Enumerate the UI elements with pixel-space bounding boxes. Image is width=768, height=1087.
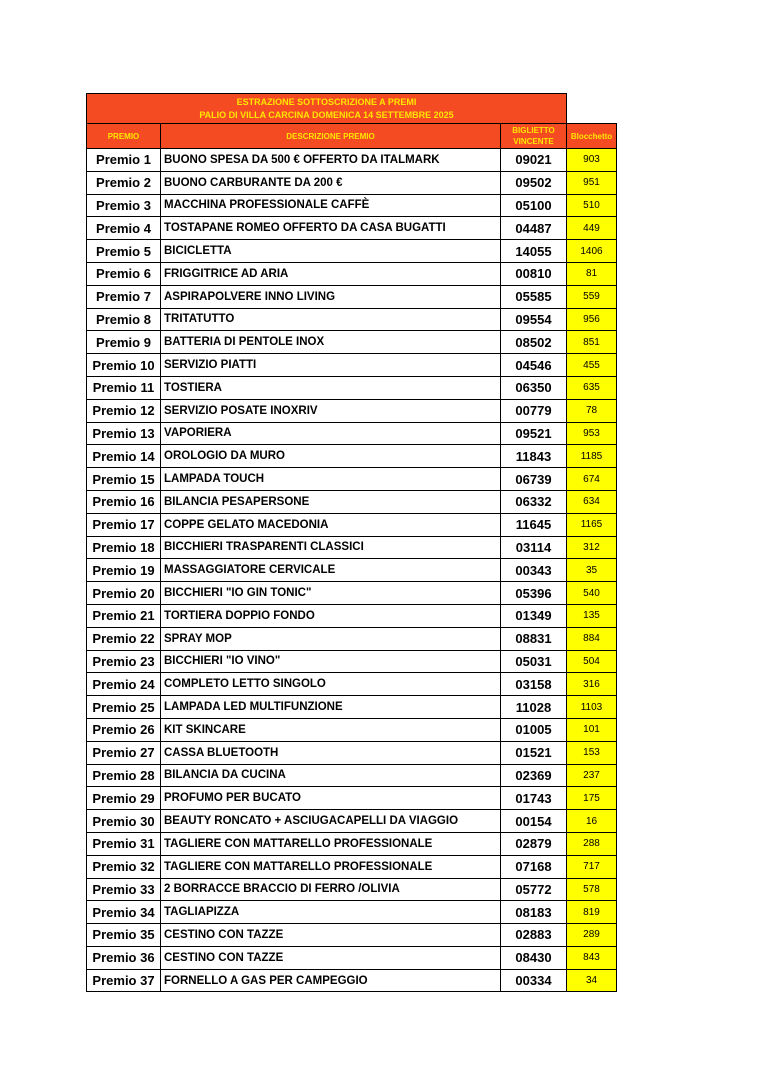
blocchetto-cell: 903 (567, 149, 617, 172)
biglietto-cell: 08831 (501, 627, 567, 650)
header-blocchetto: Blocchetto (567, 124, 617, 149)
table-row (87, 536, 617, 559)
descrizione-cell: BICCHIERI "IO VINO" (161, 650, 501, 673)
descrizione-cell: PROFUMO PER BUCATO (161, 787, 501, 810)
descrizione-cell: BATTERIA DI PENTOLE INOX (161, 331, 501, 354)
descrizione-cell: ASPIRAPOLVERE INNO LIVING (161, 285, 501, 308)
premio-cell: Premio 28 (87, 764, 161, 787)
biglietto-cell: 01521 (501, 741, 567, 764)
biglietto-cell: 11028 (501, 696, 567, 719)
descrizione-cell: MASSAGGIATORE CERVICALE (161, 559, 501, 582)
blocchetto-cell: 449 (567, 217, 617, 240)
table-row (87, 764, 617, 787)
descrizione-cell: BUONO SPESA DA 500 € OFFERTO DA ITALMARK (161, 149, 501, 172)
table-row (87, 878, 617, 901)
premio-cell: Premio 30 (87, 810, 161, 833)
header-biglietto (501, 124, 567, 149)
header-descrizione: DESCRIZIONE PREMIO (161, 124, 501, 149)
table-row (87, 946, 617, 969)
biglietto-cell: 02369 (501, 764, 567, 787)
blocchetto-cell: 951 (567, 171, 617, 194)
biglietto-cell: 14055 (501, 240, 567, 263)
biglietto-cell: 08502 (501, 331, 567, 354)
blocchetto-cell: 1103 (567, 696, 617, 719)
table-row (87, 718, 617, 741)
premio-cell: Premio 33 (87, 878, 161, 901)
descrizione-cell: BILANCIA PESAPERSONE (161, 490, 501, 513)
biglietto-cell: 05031 (501, 650, 567, 673)
descrizione-cell: TAGLIERE CON MATTARELLO PROFESSIONALE (161, 832, 501, 855)
table-row (87, 832, 617, 855)
premio-cell: Premio 17 (87, 513, 161, 536)
premio-cell: Premio 8 (87, 308, 161, 331)
premio-cell: Premio 21 (87, 604, 161, 627)
blocchetto-cell: 578 (567, 878, 617, 901)
premio-cell: Premio 32 (87, 855, 161, 878)
table-row (87, 285, 617, 308)
biglietto-cell: 06332 (501, 490, 567, 513)
column-header-row (87, 124, 617, 149)
blocchetto-cell: 843 (567, 946, 617, 969)
blocchetto-cell: 455 (567, 354, 617, 377)
blocchetto-cell: 312 (567, 536, 617, 559)
blocchetto-cell: 510 (567, 194, 617, 217)
table-row (87, 445, 617, 468)
descrizione-cell: BICCHIERI "IO GIN TONIC" (161, 582, 501, 605)
biglietto-cell: 07168 (501, 855, 567, 878)
table-row (87, 490, 617, 513)
descrizione-cell: TOSTIERA (161, 376, 501, 399)
biglietto-cell: 09521 (501, 422, 567, 445)
blocchetto-cell: 153 (567, 741, 617, 764)
table-title (87, 94, 567, 124)
descrizione-cell: BICCHIERI TRASPARENTI CLASSICI (161, 536, 501, 559)
table-row (87, 604, 617, 627)
biglietto-cell: 05772 (501, 878, 567, 901)
biglietto-cell: 03114 (501, 536, 567, 559)
premio-cell: Premio 16 (87, 490, 161, 513)
table-row (87, 924, 617, 947)
table-row (87, 901, 617, 924)
descrizione-cell: KIT SKINCARE (161, 718, 501, 741)
blocchetto-cell: 956 (567, 308, 617, 331)
premio-cell: Premio 9 (87, 331, 161, 354)
descrizione-cell: CESTINO CON TAZZE (161, 946, 501, 969)
premio-cell: Premio 11 (87, 376, 161, 399)
premio-cell: Premio 37 (87, 969, 161, 992)
biglietto-cell: 04546 (501, 354, 567, 377)
premio-cell: Premio 7 (87, 285, 161, 308)
table-row (87, 262, 617, 285)
blocchetto-cell: 504 (567, 650, 617, 673)
biglietto-cell: 00154 (501, 810, 567, 833)
blocchetto-cell: 288 (567, 832, 617, 855)
premio-cell: Premio 2 (87, 171, 161, 194)
blocchetto-cell: 884 (567, 627, 617, 650)
biglietto-cell: 04487 (501, 217, 567, 240)
premio-cell: Premio 34 (87, 901, 161, 924)
blocchetto-cell: 717 (567, 855, 617, 878)
table-row (87, 650, 617, 673)
premio-cell: Premio 1 (87, 149, 161, 172)
blocchetto-cell: 101 (567, 718, 617, 741)
title-line-1: ESTRAZIONE SOTTOSCRIZIONE A PREMI (236, 97, 417, 107)
premio-cell: Premio 26 (87, 718, 161, 741)
descrizione-cell: SERVIZIO PIATTI (161, 354, 501, 377)
blocchetto-cell: 1185 (567, 445, 617, 468)
table-row (87, 194, 617, 217)
table-row (87, 399, 617, 422)
blocchetto-cell: 289 (567, 924, 617, 947)
biglietto-cell: 02883 (501, 924, 567, 947)
biglietto-cell: 01349 (501, 604, 567, 627)
blocchetto-cell: 35 (567, 559, 617, 582)
descrizione-cell: TRITATUTTO (161, 308, 501, 331)
table-row (87, 741, 617, 764)
blocchetto-cell: 316 (567, 673, 617, 696)
table-row (87, 810, 617, 833)
premio-cell: Premio 24 (87, 673, 161, 696)
title-line-2: PALIO DI VILLA CARCINA DOMENICA 14 SETTEMBRE 2025 (199, 110, 454, 120)
blocchetto-cell: 135 (567, 604, 617, 627)
descrizione-cell: MACCHINA PROFESSIONALE CAFFÈ (161, 194, 501, 217)
premio-cell: Premio 3 (87, 194, 161, 217)
biglietto-cell: 11843 (501, 445, 567, 468)
premio-cell: Premio 18 (87, 536, 161, 559)
table-row (87, 308, 617, 331)
premio-cell: Premio 35 (87, 924, 161, 947)
blocchetto-cell: 1165 (567, 513, 617, 536)
biglietto-cell: 09554 (501, 308, 567, 331)
descrizione-cell: SERVIZIO POSATE INOXRIV (161, 399, 501, 422)
biglietto-cell: 05585 (501, 285, 567, 308)
blocchetto-cell: 634 (567, 490, 617, 513)
descrizione-cell: BILANCIA DA CUCINA (161, 764, 501, 787)
descrizione-cell: 2 BORRACCE BRACCIO DI FERRO /OLIVIA (161, 878, 501, 901)
table-row (87, 855, 617, 878)
blocchetto-cell: 559 (567, 285, 617, 308)
premio-cell: Premio 13 (87, 422, 161, 445)
blocchetto-cell: 635 (567, 376, 617, 399)
biglietto-cell: 00343 (501, 559, 567, 582)
blocchetto-cell: 78 (567, 399, 617, 422)
descrizione-cell: LAMPADA TOUCH (161, 468, 501, 491)
biglietto-cell: 01743 (501, 787, 567, 810)
descrizione-cell: TAGLIAPIZZA (161, 901, 501, 924)
descrizione-cell: FORNELLO A GAS PER CAMPEGGIO (161, 969, 501, 992)
table-row (87, 354, 617, 377)
descrizione-cell: CASSA BLUETOOTH (161, 741, 501, 764)
premio-cell: Premio 31 (87, 832, 161, 855)
premio-cell: Premio 20 (87, 582, 161, 605)
table-row (87, 422, 617, 445)
prize-table-sheet (86, 93, 617, 992)
descrizione-cell: BUONO CARBURANTE DA 200 € (161, 171, 501, 194)
header-biglietto-line-2: VINCENTE (513, 137, 554, 146)
biglietto-cell: 09502 (501, 171, 567, 194)
biglietto-cell: 02879 (501, 832, 567, 855)
descrizione-cell: CESTINO CON TAZZE (161, 924, 501, 947)
header-premio: PREMIO (87, 124, 161, 149)
title-blank-cell (567, 94, 617, 124)
descrizione-cell: VAPORIERA (161, 422, 501, 445)
table-row (87, 217, 617, 240)
biglietto-cell: 05396 (501, 582, 567, 605)
premio-cell: Premio 10 (87, 354, 161, 377)
blocchetto-cell: 953 (567, 422, 617, 445)
premio-cell: Premio 23 (87, 650, 161, 673)
premio-cell: Premio 19 (87, 559, 161, 582)
blocchetto-cell: 540 (567, 582, 617, 605)
biglietto-cell: 08430 (501, 946, 567, 969)
table-row (87, 171, 617, 194)
premio-cell: Premio 5 (87, 240, 161, 263)
descrizione-cell: LAMPADA LED MULTIFUNZIONE (161, 696, 501, 719)
biglietto-cell: 01005 (501, 718, 567, 741)
descrizione-cell: COPPE GELATO MACEDONIA (161, 513, 501, 536)
table-row (87, 559, 617, 582)
premio-cell: Premio 15 (87, 468, 161, 491)
biglietto-cell: 08183 (501, 901, 567, 924)
table-row (87, 673, 617, 696)
blocchetto-cell: 81 (567, 262, 617, 285)
premio-cell: Premio 36 (87, 946, 161, 969)
biglietto-cell: 06739 (501, 468, 567, 491)
blocchetto-cell: 16 (567, 810, 617, 833)
blocchetto-cell: 851 (567, 331, 617, 354)
biglietto-cell: 00810 (501, 262, 567, 285)
table-row (87, 696, 617, 719)
premio-cell: Premio 12 (87, 399, 161, 422)
table-row (87, 969, 617, 992)
blocchetto-cell: 175 (567, 787, 617, 810)
prize-table (86, 93, 617, 992)
table-row (87, 787, 617, 810)
premio-cell: Premio 22 (87, 627, 161, 650)
premio-cell: Premio 25 (87, 696, 161, 719)
descrizione-cell: FRIGGITRICE AD ARIA (161, 262, 501, 285)
descrizione-cell: OROLOGIO DA MURO (161, 445, 501, 468)
biglietto-cell: 05100 (501, 194, 567, 217)
premio-cell: Premio 27 (87, 741, 161, 764)
table-row (87, 627, 617, 650)
table-row (87, 331, 617, 354)
table-row (87, 149, 617, 172)
descrizione-cell: BEAUTY RONCATO + ASCIUGACAPELLI DA VIAGGIO (161, 810, 501, 833)
biglietto-cell: 00779 (501, 399, 567, 422)
table-row (87, 513, 617, 536)
descrizione-cell: COMPLETO LETTO SINGOLO (161, 673, 501, 696)
premio-cell: Premio 29 (87, 787, 161, 810)
biglietto-cell: 03158 (501, 673, 567, 696)
table-row (87, 582, 617, 605)
table-row (87, 376, 617, 399)
descrizione-cell: TORTIERA DOPPIO FONDO (161, 604, 501, 627)
biglietto-cell: 11645 (501, 513, 567, 536)
title-banner-row (87, 94, 617, 124)
premio-cell: Premio 6 (87, 262, 161, 285)
premio-cell: Premio 14 (87, 445, 161, 468)
blocchetto-cell: 1406 (567, 240, 617, 263)
blocchetto-cell: 34 (567, 969, 617, 992)
biglietto-cell: 09021 (501, 149, 567, 172)
header-biglietto-line-1: BIGLIETTO (512, 126, 555, 135)
biglietto-cell: 00334 (501, 969, 567, 992)
biglietto-cell: 06350 (501, 376, 567, 399)
descrizione-cell: TOSTAPANE ROMEO OFFERTO DA CASA BUGATTI (161, 217, 501, 240)
blocchetto-cell: 237 (567, 764, 617, 787)
descrizione-cell: BICICLETTA (161, 240, 501, 263)
blocchetto-cell: 674 (567, 468, 617, 491)
table-row (87, 240, 617, 263)
blocchetto-cell: 819 (567, 901, 617, 924)
descrizione-cell: SPRAY MOP (161, 627, 501, 650)
table-row (87, 468, 617, 491)
premio-cell: Premio 4 (87, 217, 161, 240)
descrizione-cell: TAGLIERE CON MATTARELLO PROFESSIONALE (161, 855, 501, 878)
